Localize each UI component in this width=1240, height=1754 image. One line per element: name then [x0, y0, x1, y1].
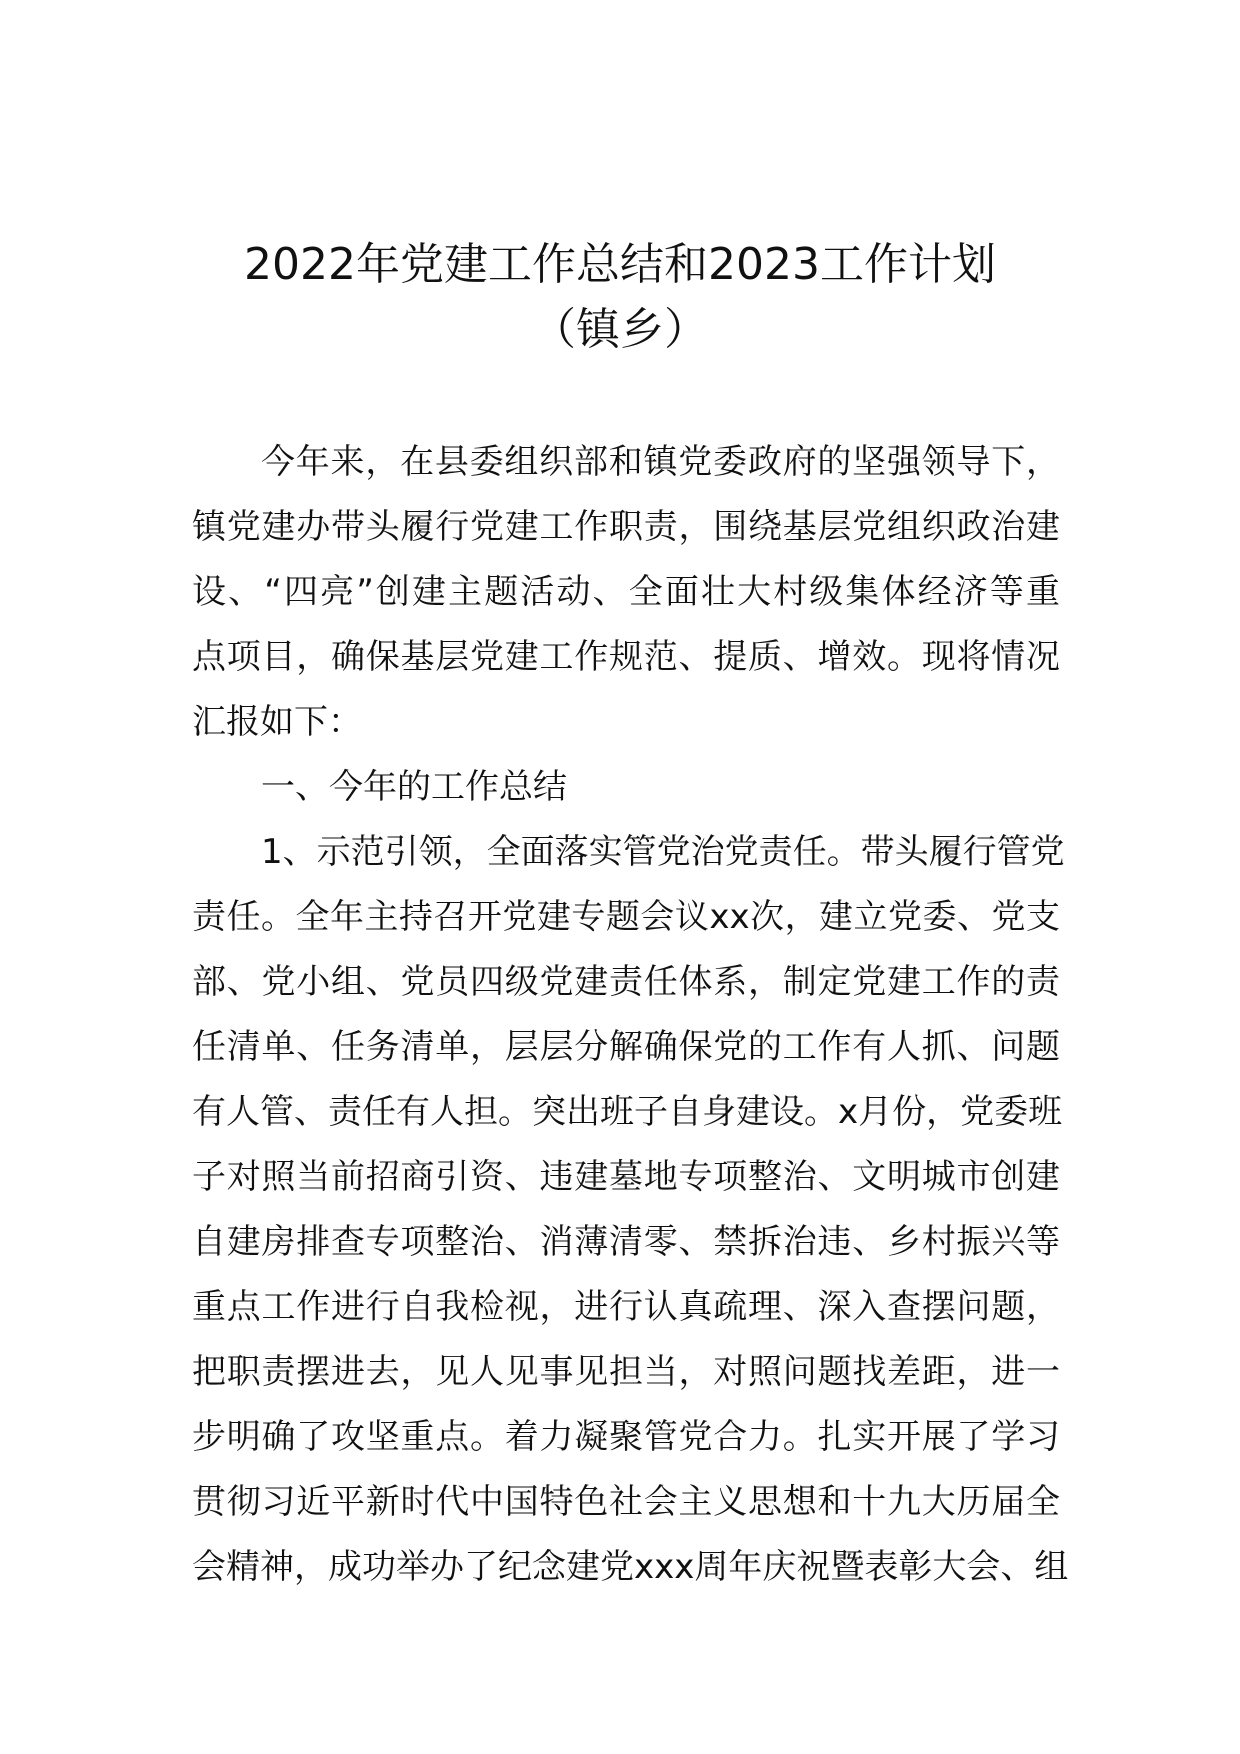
- paragraph-line: 有人管、责任有人担。突出班子自身建设。x月份，党委班: [192, 1092, 1063, 1132]
- paragraph-line: 把职责摆进去，见人见事见担当，对照问题找差距，进一: [192, 1352, 1060, 1392]
- section-heading: 一、今年的工作总结: [261, 767, 567, 807]
- paragraph-line: 今年来，在县委组织部和镇党委政府的坚强领导下，: [261, 442, 1060, 482]
- document-subtitle: （镇乡）: [532, 304, 708, 355]
- document-body: [192, 432, 1069, 1602]
- paragraph-line: 重点工作进行自我检视，进行认真疏理、深入查摆问题，: [192, 1287, 1060, 1327]
- paragraph-line: 贯彻习近平新时代中国特色社会主义思想和十九大历届全: [192, 1482, 1060, 1522]
- paragraph-line: 1、示范引领，全面落实管党治党责任。带头履行管党: [261, 832, 1065, 872]
- paragraph-line: 步明确了攻坚重点。着力凝聚管党合力。扎实开展了学习: [192, 1417, 1060, 1457]
- paragraph-line: 汇报如下：: [192, 702, 362, 742]
- paragraph-line: 自建房排查专项整治、消薄清零、禁拆治违、乡村振兴等: [192, 1222, 1060, 1262]
- paragraph-line: 设、“四亮”创建主题活动、全面壮大村级集体经济等重: [192, 572, 1060, 612]
- paragraph-line: 子对照当前招商引资、违建墓地专项整治、文明城市创建: [192, 1157, 1060, 1197]
- paragraph-line: 任清单、任务清单，层层分解确保党的工作有人抓、问题: [192, 1027, 1060, 1067]
- paragraph-line: 会精神，成功举办了纪念建党xxx周年庆祝暨表彰大会、组: [192, 1547, 1069, 1587]
- paragraph-line: 部、党小组、党员四级党建责任体系，制定党建工作的责: [192, 962, 1060, 1002]
- paragraph-line: 镇党建办带头履行党建工作职责，围绕基层党组织政治建: [192, 507, 1060, 547]
- paragraph-line: 责任。全年主持召开党建专题会议xx次，建立党委、党支: [192, 897, 1060, 937]
- document-title: 2022年党建工作总结和2023工作计划: [244, 239, 996, 290]
- paragraph-line: 点项目，确保基层党建工作规范、提质、增效。现将情况: [192, 637, 1060, 677]
